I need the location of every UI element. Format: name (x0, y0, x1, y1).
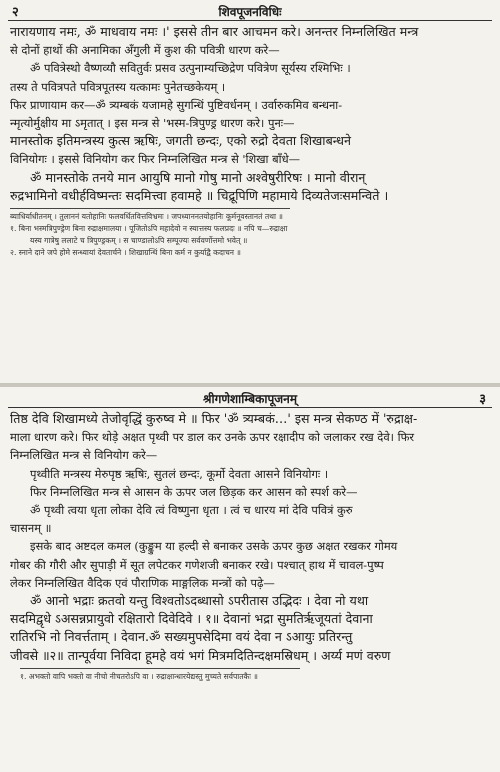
text-line: इसके बाद अष्टदल कमल (कुङ्कुम या हल्दी से बनाकर उसके ऊपर कुछ अक्षत रखकर गोमय (30, 539, 398, 554)
footnote-line: १. बिना भस्मत्रिपुण्ड्रेण बिना रुद्राक्षमालया । पूजितोऽपि महादेवो न स्यात्तस्य फलप्रदः ॥ नपि च—रुद्राक्षा (10, 224, 288, 234)
text-line: चासनम् ॥ (10, 521, 52, 536)
footnote-line: ब्याधिर्याधीतनम् । तुलाननं यतोहानिः फलवर्धितवित्तविभ्रमः । जपध्याननतयोहानिः कूर्मनूवस्तानतं तथा ॥ (10, 212, 283, 222)
text-line: न्मृत्योर्मुक्षीय मा ऽमृतात् । इस मन्त्र से 'भस्म-त्रिपुण्ड्र धारण करे। पुनः— (10, 116, 295, 131)
page-number: ३ (479, 392, 486, 407)
text-line: फिर निम्नलिखित मन्त्र से आसन के ऊपर जल छिड़क कर आसन को स्पर्श करे— (30, 484, 358, 499)
page-header (0, 387, 500, 407)
page-title: शिवपूजनविधिः (218, 5, 282, 19)
page-title: श्रीगणेशाम्बिकापूजनम् (202, 392, 298, 406)
text-line: से दोनों हाथों की अनामिका अँगुली में कुश की पवित्री धारण करे— (10, 43, 280, 58)
text-line: ॐ पृथ्वी त्वया धृता लोका देवि त्वं विष्णुना धृता । त्वं च धारय मां देवि पवित्रं कुरु (30, 503, 353, 518)
text-line: ॐ आनो भद्राः क्रतवो यन्तु विश्वतोऽदब्धासो ऽपरीतास उद्भिदः । देवा नो यथा (30, 593, 369, 609)
text-line: पृथ्वीति मन्त्रस्य मेरुपृष्ठ ऋषिः, सुतलं छन्दः, कूर्मो देवता आसने विनियोगः । (30, 466, 329, 481)
text-line: मानस्तोक इतिमन्त्रस्य कुत्स ऋषिः, जगती छन्दः, एको रुद्रो देवता शिखाबन्धने (10, 133, 351, 149)
text-line: रुद्रभामिनो वधीर्हविष्मन्तः सदमित्त्वा हवामहे ॥ चिद्रूपिणि महामाये दिव्यतेजःसमन्विते । (10, 187, 389, 203)
page-number: २ (12, 5, 19, 20)
text-line: रातिरभि नो निवर्त्तताम् । देवान.ॐ सख्यमुपसेदिमा वयं देवा न ऽआयुः प्रतिरन्तु (10, 629, 353, 645)
text-line: माला धारण करे। फिर थोड़े अक्षत पृथ्वी पर डाल कर उनके ऊपर रक्षादीप को जलाकर रख देवे। फिर (10, 430, 415, 445)
footnote-rule (20, 668, 300, 669)
page-body (0, 408, 500, 683)
page-ganesh-ambika-poojan (0, 387, 500, 772)
footnote-rule (10, 208, 290, 209)
text-line: नारायणाय नमः, ॐ माधवाय नमः ।' इससे तीन बार आचमन करे। अनन्तर निम्नलिखित मन्त्र (10, 24, 419, 39)
text-line: फिर प्राणायाम कर—ॐ त्र्यम्बकं यजामहे सुगन्धिं पुष्टिवर्धनम् । उर्वारुकमिव बन्धना- (10, 97, 343, 112)
text-line: ॐ मानस्तोके तनये मान आयुषि मानो गोषु मानो अश्वेषुरीरिषः । मानो वीरान् (30, 169, 366, 185)
page-header (0, 0, 500, 20)
text-line: तस्य ते पवित्रपते पवित्रपूतस्य यत्कामः पुनेतच्छकेयम् । (10, 79, 226, 94)
footnote-line: २. स्नाने दाने जपे होमे सन्ध्यायां देवतार्चने । शिखाग्रन्थिं बिना कर्म न कुर्याद्वै कदाचन ॥ (10, 248, 241, 258)
footnote-line: १. अभक्तो वापि भक्तो वा नीचो नीचतरोऽपि वा । रुद्राक्षान्धारयेद्यस्तु मुच्यते सर्वपातकैः ॥ (20, 671, 258, 681)
text-line: सदमिद्वृधे ऽअसन्नप्रायुवो रक्षितारो दिवेदिवे । १॥ देवानां भद्रा सुमतिर्ऋजूयतां देवाना (10, 611, 373, 627)
text-line: विनियोगः । इससे विनियोग कर फिर निम्नलिखित मन्त्र से 'शिखा बाँधे— (10, 152, 300, 167)
text-line: ॐ पवित्रेस्थो वैष्णव्यौ सवितुर्वः प्रसव उत्पुनाम्यच्छिद्रेण पवित्रेण सूर्यस्य रश्मिभिः । (30, 61, 351, 76)
footnote-line: यस्य गात्रेषु ललाटे च त्रिपुण्ड्रकम् । स चाण्डालोऽपि सम्पूज्यः सर्ववर्णोत्तमो भवेत् ॥ (30, 236, 248, 246)
text-line: निम्नलिखित मन्त्र से विनियोग करे— (10, 448, 158, 463)
footnotes (0, 211, 500, 259)
text-line: तिष्ठ देवि शिखामध्ये तेजोवृद्धिं कुरुष्व मे ॥ फिर 'ॐ त्र्यम्बकं…' इस मन्त्र सेकण्ठ में 'रुद्राक्ष- (10, 411, 418, 426)
text-line: जीवसे ॥२॥ तान्पूर्वया निविदा हूमहे वयं भगं मित्रमदितिन्दक्षमस्रिधम् । अर्य्य मणं वरुण (10, 647, 391, 663)
text-line: गोबर की गौरी और सुपाड़ी में सूत लपेटकर गणेशजी बनाकर रखे। पश्चात् हाथ में चावल-पुष्प (10, 557, 384, 572)
page-body (0, 21, 500, 205)
text-line: लेकर निम्नलिखित वैदिक एवं पौराणिक माङ्गलिक मन्त्रों को पढ़े— (10, 575, 275, 590)
page-shiv-poojan (0, 0, 500, 384)
